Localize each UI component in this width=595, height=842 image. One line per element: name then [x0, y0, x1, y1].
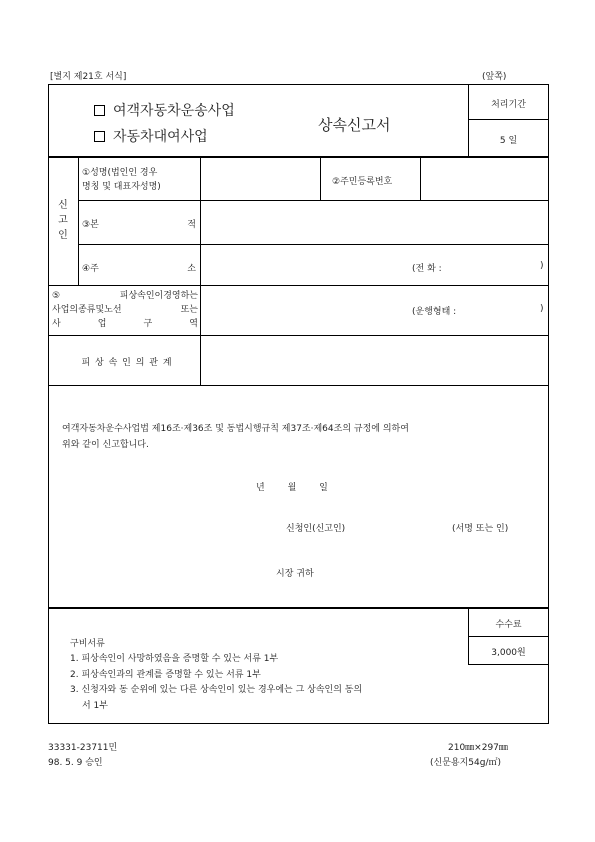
- name-label: ①성명(법인인 경우 명칭 및 대표자성명): [82, 168, 161, 192]
- signature-label: (서명 또는 인): [452, 524, 509, 534]
- resident-id-label: ②주민등록번호: [332, 177, 393, 187]
- fee-label: 수수료: [495, 620, 522, 630]
- list-item: 2. 피상속인과의 관계를 증명할 수 있는 서류 1부: [70, 669, 261, 680]
- address-label: ④주 소: [82, 264, 196, 274]
- form-id: [별지 제21호 서식]: [50, 72, 127, 82]
- title-option-1: 여객자동차운송사업: [94, 100, 235, 120]
- processing-period-value: 5 일: [499, 136, 518, 146]
- business-type-label: ⑤ 피상속인이경영하는 사업의종류및노선 또는 사 업 구 역: [52, 291, 198, 329]
- date-line: 년 월 일: [256, 483, 328, 493]
- statement-line-1: 여객자동차운수사업법 제16조·제36조 및 동법시행규칙 제37조·제64조의 규정에 의하여: [62, 424, 409, 434]
- relation-label: 피 상 속 인 의 관 계: [81, 358, 173, 368]
- statement-line-2: 위와 같이 신고합니다.: [62, 440, 149, 450]
- checkbox-icon: [94, 131, 105, 142]
- approval-date: 98. 5. 9 승인: [48, 758, 103, 768]
- form-code: 33331-23711민: [48, 743, 118, 753]
- page-side: (앞쪽): [482, 72, 507, 82]
- list-item: 3. 신청자와 동 순위에 있는 다른 상속인이 있는 경우에는 그 상속인의 동의: [70, 685, 363, 695]
- applicant-label: 신청인(신고인): [286, 524, 346, 534]
- phone-label: (전 화 :: [412, 264, 442, 274]
- operation-type-close: ): [540, 304, 544, 314]
- list-item: 서 1부: [82, 700, 108, 711]
- list-item: 1. 피상속인이 사망하였음을 증명할 수 있는 서류 1부: [70, 654, 279, 664]
- fee-value: 3,000원: [491, 648, 526, 658]
- origin-label: ③본 적: [82, 220, 196, 230]
- phone-close: ): [540, 261, 544, 271]
- reporter-section-label: 신 고 인: [58, 200, 68, 241]
- recipient: 시장 귀하: [276, 569, 314, 579]
- title-option-2: 자동차대여사업: [94, 126, 208, 146]
- checkbox-icon: [94, 105, 105, 116]
- form-title: 상속신고서: [318, 116, 391, 134]
- documents-list: [70, 652, 362, 714]
- paper-size: 210㎜×297㎜: [448, 743, 508, 753]
- processing-period-label: 처리기간: [491, 100, 526, 110]
- paper-type: (신문용지54g/㎡): [430, 758, 501, 768]
- operation-type-label: (운행형태 :: [412, 307, 457, 317]
- documents-title: 구비서류: [70, 639, 105, 649]
